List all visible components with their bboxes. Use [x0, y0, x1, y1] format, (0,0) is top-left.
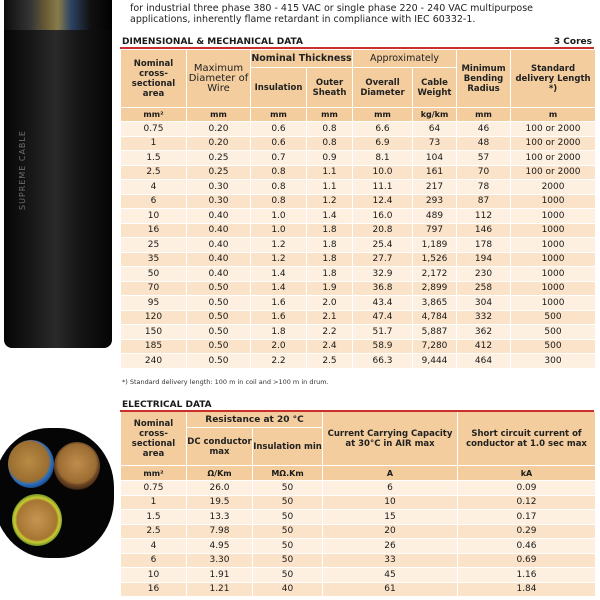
table-cell: 78 — [457, 180, 511, 195]
table-cell: 50 — [253, 539, 323, 554]
table-cell: 33 — [323, 554, 458, 569]
header-min-bending: Minimum Bending Radius — [457, 50, 511, 108]
header-current-capacity: Current Carrying Capacity at 30°C in AIR max — [323, 412, 458, 466]
table-cell: 0.7 — [251, 151, 307, 166]
table-cell: 797 — [413, 224, 457, 239]
table-cell: 0.50 — [187, 282, 251, 297]
table-cell: 194 — [457, 253, 511, 268]
table-cell: 16 — [121, 224, 187, 239]
table-cell: 500 — [511, 325, 596, 340]
table-cell: 70 — [457, 166, 511, 181]
units-row — [121, 466, 596, 481]
header-nominal-thickness: Nominal Thickness — [251, 50, 353, 68]
unit-cell: mm — [353, 108, 413, 122]
table-row — [121, 209, 596, 224]
intro-line-2: applications, inherently flame retardant in compliance with IEC 60332-1. — [130, 14, 476, 25]
header-short-circuit: Short circuit current of conductor at 1.0 sec max — [458, 412, 596, 466]
table-cell: 2.4 — [307, 340, 353, 355]
table-cell: 15 — [323, 510, 458, 525]
table-cell: 0.75 — [121, 481, 187, 496]
table-cell: 1.1 — [307, 166, 353, 181]
table-cell: 3.30 — [187, 554, 253, 569]
table-cell: 32.9 — [353, 267, 413, 282]
table-row — [121, 180, 596, 195]
table-cell: 0.40 — [187, 224, 251, 239]
table-cell: 0.17 — [458, 510, 596, 525]
table-row — [121, 510, 596, 525]
table-cell: 0.40 — [187, 209, 251, 224]
table-cell: 1000 — [511, 195, 596, 210]
header-insulation-min: Insulation min — [253, 428, 323, 466]
dimensional-table — [121, 50, 596, 369]
table-cell: 1000 — [511, 209, 596, 224]
table-row — [121, 525, 596, 540]
table-cell: 19.5 — [187, 496, 253, 511]
table-cell: 25.4 — [353, 238, 413, 253]
table-cell: 1 — [121, 496, 187, 511]
header-approximately: Approximately — [353, 50, 457, 68]
table-cell: 50 — [253, 510, 323, 525]
unit-cell: mm — [251, 108, 307, 122]
table-cell: 2.5 — [121, 525, 187, 540]
table-cell: 7,280 — [413, 340, 457, 355]
table-cell: 0.25 — [187, 151, 251, 166]
table-cell: 46 — [457, 122, 511, 137]
table-cell: 0.40 — [187, 238, 251, 253]
table-cell: 100 or 2000 — [511, 122, 596, 137]
table-cell: 2.2 — [251, 354, 307, 369]
table-cell: 4 — [121, 180, 187, 195]
table-cell: 2.0 — [307, 296, 353, 311]
table-row — [121, 296, 596, 311]
table-cell: 6.9 — [353, 137, 413, 152]
table-cell: 1.8 — [251, 325, 307, 340]
table-cell: 40 — [253, 583, 323, 598]
unit-cell: Ω/Km — [187, 466, 253, 481]
table-cell: 1.91 — [187, 568, 253, 583]
table-cell: 1000 — [511, 238, 596, 253]
table-cell: 0.30 — [187, 195, 251, 210]
table-cell: 6 — [121, 195, 187, 210]
table-cell: 27.7 — [353, 253, 413, 268]
table-cell: 2000 — [511, 180, 596, 195]
table-cell: 12.4 — [353, 195, 413, 210]
header-outer-sheath: Outer Sheath — [307, 68, 353, 108]
table-row — [121, 325, 596, 340]
table-cell: 0.20 — [187, 137, 251, 152]
table-cell: 1.6 — [251, 296, 307, 311]
header-delivery-length: Standard delivery Length *) — [511, 50, 596, 108]
table-cell: 120 — [121, 311, 187, 326]
table-cell: 57 — [457, 151, 511, 166]
table-cell: 1000 — [511, 296, 596, 311]
table-cell: 26.0 — [187, 481, 253, 496]
table-row — [121, 583, 596, 598]
header-elec-nominal-area: Nominal cross-sectional area — [121, 412, 187, 466]
table-cell: 0.8 — [251, 180, 307, 195]
table-cell: 150 — [121, 325, 187, 340]
table-cell: 1.16 — [458, 568, 596, 583]
table-cell: 146 — [457, 224, 511, 239]
table-cell: 1.5 — [121, 151, 187, 166]
table-cell: 25 — [121, 238, 187, 253]
table-cell: 1 — [121, 137, 187, 152]
table-cell: 0.30 — [187, 180, 251, 195]
table-cell: 1.5 — [121, 510, 187, 525]
unit-cell: mm — [457, 108, 511, 122]
table-row — [121, 311, 596, 326]
table-cell: 50 — [253, 481, 323, 496]
table-cell: 1,526 — [413, 253, 457, 268]
table-cell: 6 — [323, 481, 458, 496]
table-row — [121, 354, 596, 369]
unit-cell: kg/km — [413, 108, 457, 122]
table-cell: 50 — [253, 568, 323, 583]
table-cell: 332 — [457, 311, 511, 326]
table-cell: 0.50 — [187, 296, 251, 311]
table-cell: 1.2 — [307, 195, 353, 210]
table-cell: 45 — [323, 568, 458, 583]
table-row — [121, 568, 596, 583]
table-cell: 0.20 — [187, 122, 251, 137]
table-cell: 50 — [253, 496, 323, 511]
table-cell: 2.5 — [121, 166, 187, 181]
table-cell: 70 — [121, 282, 187, 297]
table-cell: 0.6 — [251, 122, 307, 137]
table-cell: 2.5 — [307, 354, 353, 369]
table-cell: 4,784 — [413, 311, 457, 326]
unit-cell: mm² — [121, 466, 187, 481]
dimensional-title: DIMENSIONAL & MECHANICAL DATA — [122, 37, 303, 47]
table-cell: 1.8 — [307, 224, 353, 239]
table-cell: 1000 — [511, 267, 596, 282]
table-cell: 240 — [121, 354, 187, 369]
table-cell: 0.8 — [307, 137, 353, 152]
table-cell: 10 — [121, 209, 187, 224]
table-cell: 104 — [413, 151, 457, 166]
table-cell: 50 — [253, 554, 323, 569]
table-cell: 50 — [253, 525, 323, 540]
electrical-title: ELECTRICAL DATA — [122, 400, 212, 410]
table-cell: 50 — [121, 267, 187, 282]
table-cell: 1.9 — [307, 282, 353, 297]
table-cell: 0.8 — [251, 166, 307, 181]
table-row — [121, 224, 596, 239]
table-cell: 178 — [457, 238, 511, 253]
table-row — [121, 253, 596, 268]
table-cell: 3,865 — [413, 296, 457, 311]
table-row — [121, 195, 596, 210]
table-cell: 35 — [121, 253, 187, 268]
table-cell: 412 — [457, 340, 511, 355]
unit-cell: m — [511, 108, 596, 122]
table-cell: 5,887 — [413, 325, 457, 340]
table-row — [121, 137, 596, 152]
table-cell: 300 — [511, 354, 596, 369]
table-cell: 1.4 — [251, 267, 307, 282]
table-cell: 1.8 — [307, 253, 353, 268]
table-cell: 0.50 — [187, 325, 251, 340]
table-cell: 0.8 — [251, 195, 307, 210]
electrical-table — [121, 412, 596, 597]
table-row — [121, 282, 596, 297]
table-cell: 6 — [121, 554, 187, 569]
table-row — [121, 166, 596, 181]
table-cell: 1.4 — [251, 282, 307, 297]
header-nominal-area: Nominal cross-sectional area — [121, 50, 187, 108]
table-cell: 185 — [121, 340, 187, 355]
cable-cross-section — [0, 428, 114, 558]
cable-print-text: SUPREME CABLE — [18, 130, 27, 210]
table-cell: 20.8 — [353, 224, 413, 239]
table-cell: 464 — [457, 354, 511, 369]
table-cell: 61 — [323, 583, 458, 598]
table-cell: 100 or 2000 — [511, 151, 596, 166]
table-cell: 0.25 — [187, 166, 251, 181]
table-cell: 48 — [457, 137, 511, 152]
table-cell: 2,172 — [413, 267, 457, 282]
table-cell: 1.6 — [251, 311, 307, 326]
table-cell: 1000 — [511, 224, 596, 239]
table-cell: 11.1 — [353, 180, 413, 195]
table-cell: 1.21 — [187, 583, 253, 598]
table-cell: 8.1 — [353, 151, 413, 166]
table-cell: 217 — [413, 180, 457, 195]
table-cell: 47.4 — [353, 311, 413, 326]
blue-core — [8, 440, 54, 488]
header-max-diameter: Maximum Diameter of Wire — [187, 50, 251, 108]
table-cell: 258 — [457, 282, 511, 297]
table-cell: 0.75 — [121, 122, 187, 137]
table-cell: 293 — [413, 195, 457, 210]
table-cell: 36.8 — [353, 282, 413, 297]
table-cell: 1.2 — [251, 238, 307, 253]
unit-cell: mm — [307, 108, 353, 122]
table-row — [121, 122, 596, 137]
cores-label: 3 Cores — [553, 37, 592, 47]
unit-cell: mm² — [121, 108, 187, 122]
unit-cell: A — [323, 466, 458, 481]
cable-core-ends — [4, 0, 112, 30]
table-cell: 0.50 — [187, 340, 251, 355]
table-row — [121, 539, 596, 554]
table-cell: 10.0 — [353, 166, 413, 181]
table-cell: 26 — [323, 539, 458, 554]
table-cell: 16 — [121, 583, 187, 598]
table-cell: 1.4 — [307, 209, 353, 224]
table-cell: 100 or 2000 — [511, 137, 596, 152]
table-cell: 20 — [323, 525, 458, 540]
table-cell: 1000 — [511, 253, 596, 268]
table-cell: 0.40 — [187, 253, 251, 268]
table-row — [121, 554, 596, 569]
table-cell: 489 — [413, 209, 457, 224]
table-cell: 0.8 — [307, 122, 353, 137]
yellow-green-core — [12, 494, 62, 546]
header-resistance: Resistance at 20 °C — [187, 412, 323, 428]
table-cell: 66.3 — [353, 354, 413, 369]
table-cell: 230 — [457, 267, 511, 282]
table-cell: 95 — [121, 296, 187, 311]
table-cell: 2.0 — [251, 340, 307, 355]
table-cell: 64 — [413, 122, 457, 137]
table-cell: 0.12 — [458, 496, 596, 511]
table-cell: 112 — [457, 209, 511, 224]
table-cell: 0.29 — [458, 525, 596, 540]
table-cell: 1.84 — [458, 583, 596, 598]
table-cell: 2.2 — [307, 325, 353, 340]
table-cell: 10 — [323, 496, 458, 511]
table-cell: 43.4 — [353, 296, 413, 311]
table-cell: 9,444 — [413, 354, 457, 369]
table-row — [121, 238, 596, 253]
unit-cell: MΩ.Km — [253, 466, 323, 481]
table-cell: 161 — [413, 166, 457, 181]
table-cell: 87 — [457, 195, 511, 210]
table-row — [121, 151, 596, 166]
table-cell: 6.6 — [353, 122, 413, 137]
table-cell: 2.1 — [307, 311, 353, 326]
table-cell: 362 — [457, 325, 511, 340]
table-cell: 16.0 — [353, 209, 413, 224]
table-cell: 7.98 — [187, 525, 253, 540]
table-cell: 0.09 — [458, 481, 596, 496]
header-cable-weight: Cable Weight — [413, 68, 457, 108]
table-cell: 304 — [457, 296, 511, 311]
table-cell: 58.9 — [353, 340, 413, 355]
table-row — [121, 340, 596, 355]
table-cell: 0.9 — [307, 151, 353, 166]
header-overall-diameter: Overall Diameter — [353, 68, 413, 108]
table-cell: 1.8 — [307, 238, 353, 253]
table-cell: 1.8 — [307, 267, 353, 282]
table-row — [121, 481, 596, 496]
header-dc-conductor: DC conductor max — [187, 428, 253, 466]
intro-line-1: for industrial three phase 380 - 415 VAC or single phase 220 - 240 VAC multipurpose — [130, 3, 534, 14]
table-cell: 1000 — [511, 282, 596, 297]
table-cell: 51.7 — [353, 325, 413, 340]
table-cell: 0.69 — [458, 554, 596, 569]
dimensional-rule — [120, 47, 594, 49]
table-cell: 0.6 — [251, 137, 307, 152]
table-cell: 4.95 — [187, 539, 253, 554]
table-cell: 0.50 — [187, 354, 251, 369]
table-cell: 0.50 — [187, 311, 251, 326]
table-cell: 500 — [511, 311, 596, 326]
table-cell: 1.0 — [251, 209, 307, 224]
table-cell: 13.3 — [187, 510, 253, 525]
table-cell: 2,899 — [413, 282, 457, 297]
header-insulation: Insulation — [251, 68, 307, 108]
table-cell: 500 — [511, 340, 596, 355]
table-cell: 0.40 — [187, 267, 251, 282]
unit-cell: mm — [187, 108, 251, 122]
delivery-note: *) Standard delivery length: 100 m in coil and >100 m in drum. — [122, 378, 329, 386]
table-cell: 100 or 2000 — [511, 166, 596, 181]
table-row — [121, 496, 596, 511]
table-cell: 1.2 — [251, 253, 307, 268]
units-row — [121, 108, 596, 122]
table-cell: 10 — [121, 568, 187, 583]
table-cell: 4 — [121, 539, 187, 554]
table-row — [121, 267, 596, 282]
brown-core — [54, 442, 100, 490]
table-cell: 0.46 — [458, 539, 596, 554]
unit-cell: kA — [458, 466, 596, 481]
table-cell: 1,189 — [413, 238, 457, 253]
table-cell: 1.0 — [251, 224, 307, 239]
table-cell: 73 — [413, 137, 457, 152]
table-cell: 1.1 — [307, 180, 353, 195]
